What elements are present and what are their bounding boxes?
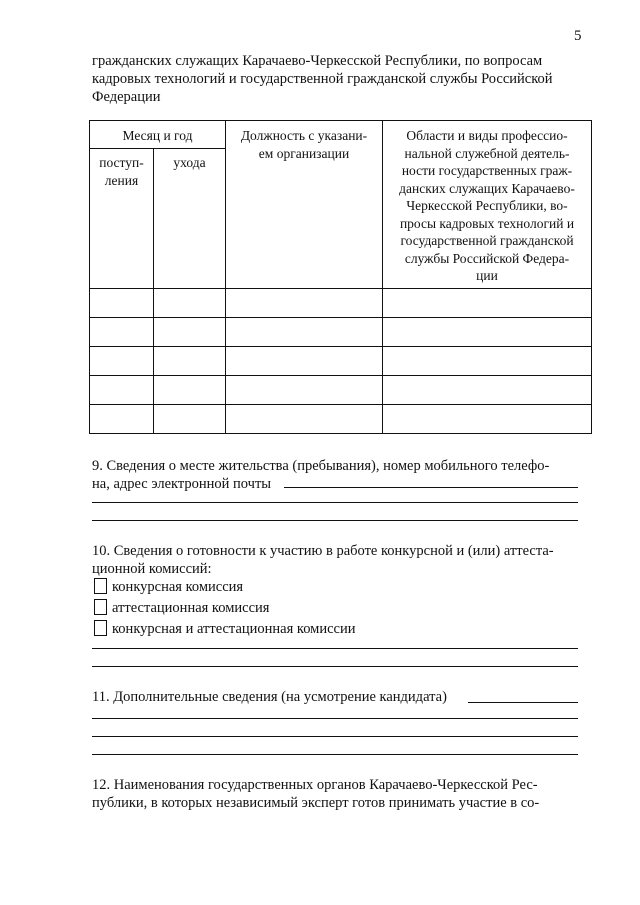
table-cell[interactable] <box>154 376 226 405</box>
header-areas-line: данских служащих Карачаево- <box>399 180 575 196</box>
header-areas-line: просы кадровых технологий и <box>399 215 575 231</box>
section-11-line: 11. Дополнительные сведения (на усмотрение кандидата) <box>92 689 447 705</box>
header-departure: ухода <box>154 149 226 289</box>
section-10-line: 10. Сведения о готовности к участию в работе конкурсной и (или) аттеста- <box>92 543 554 559</box>
additional-info-answer-line[interactable] <box>468 702 578 703</box>
table-cell[interactable] <box>154 405 226 434</box>
table-cell[interactable] <box>90 376 154 405</box>
table-cell[interactable] <box>154 318 226 347</box>
answer-line[interactable] <box>92 666 578 667</box>
header-areas-line: службы Российской Федера- <box>404 250 570 266</box>
table-cell[interactable] <box>383 289 592 318</box>
table-cell[interactable] <box>226 318 383 347</box>
table-cell[interactable] <box>383 376 592 405</box>
header-admission <box>90 149 154 289</box>
section-9-line: 9. Сведения о месте жительства (пребывания), номер мобильного телефо- <box>92 458 550 474</box>
header-areas <box>383 121 592 289</box>
table-cell[interactable] <box>154 347 226 376</box>
competition-commission-checkbox[interactable] <box>94 578 107 594</box>
header-position-line: ем организации <box>258 145 350 161</box>
section-9-line: на, адрес электронной почты <box>92 476 272 492</box>
header-areas-line: государственной гражданской <box>400 233 574 248</box>
table-cell[interactable] <box>383 405 592 434</box>
answer-line[interactable] <box>92 754 578 755</box>
option-label: аттестационная комиссия <box>112 600 270 616</box>
header-admission-line: ления <box>104 172 139 188</box>
section-12-line: публики, в которых независимый эксперт готов принимать участие в со- <box>92 795 540 811</box>
table-row <box>90 376 592 405</box>
table-cell[interactable] <box>383 347 592 376</box>
option-label: конкурсная комиссия <box>112 579 244 595</box>
header-areas-line: Черкесской Республики, во- <box>406 198 568 213</box>
table-row <box>90 318 592 347</box>
attestation-commission-checkbox[interactable] <box>94 599 107 615</box>
header-month-year: Месяц и год <box>90 121 226 149</box>
answer-line[interactable] <box>92 520 578 521</box>
option-label: конкурсная и аттестационная комиссии <box>112 621 356 637</box>
header-admission-line: поступ- <box>99 155 144 170</box>
header-areas-line: Области и виды профессио- <box>406 128 568 143</box>
header-areas-line: ции <box>476 268 498 283</box>
header-position <box>226 121 383 289</box>
table-row <box>90 405 592 434</box>
both-commissions-checkbox[interactable] <box>94 620 107 636</box>
table-cell[interactable] <box>226 347 383 376</box>
employment-table <box>89 120 592 434</box>
table-cell[interactable] <box>383 318 592 347</box>
section-12-line: 12. Наименования государственных органов Карачаево-Черкесской Рес- <box>92 777 538 793</box>
table-cell[interactable] <box>226 405 383 434</box>
answer-line[interactable] <box>92 736 578 737</box>
table-cell[interactable] <box>90 289 154 318</box>
header-areas-line: нальной служебной деятель- <box>404 145 570 161</box>
table-cell[interactable] <box>226 289 383 318</box>
table-cell[interactable] <box>90 347 154 376</box>
table-cell[interactable] <box>90 318 154 347</box>
answer-line[interactable] <box>92 502 578 503</box>
answer-line[interactable] <box>92 718 578 719</box>
section-10-line: ционной комиссий: <box>92 561 212 577</box>
intro-line: кадровых технологий и государственной гражданской службы Российской <box>92 71 553 87</box>
header-position-line: Должность с указани- <box>240 128 368 143</box>
table-cell[interactable] <box>154 289 226 318</box>
page-number: 5 <box>574 28 582 44</box>
header-areas-line: ности государственных граж- <box>401 163 573 178</box>
table-cell[interactable] <box>226 376 383 405</box>
table-row <box>90 347 592 376</box>
table-cell[interactable] <box>90 405 154 434</box>
intro-line: гражданских служащих Карачаево-Черкесской Республики, по вопросам <box>92 53 543 69</box>
intro-line: Федерации <box>92 89 161 105</box>
table-row <box>90 289 592 318</box>
residence-answer-line[interactable] <box>284 487 578 488</box>
answer-line[interactable] <box>92 648 578 649</box>
